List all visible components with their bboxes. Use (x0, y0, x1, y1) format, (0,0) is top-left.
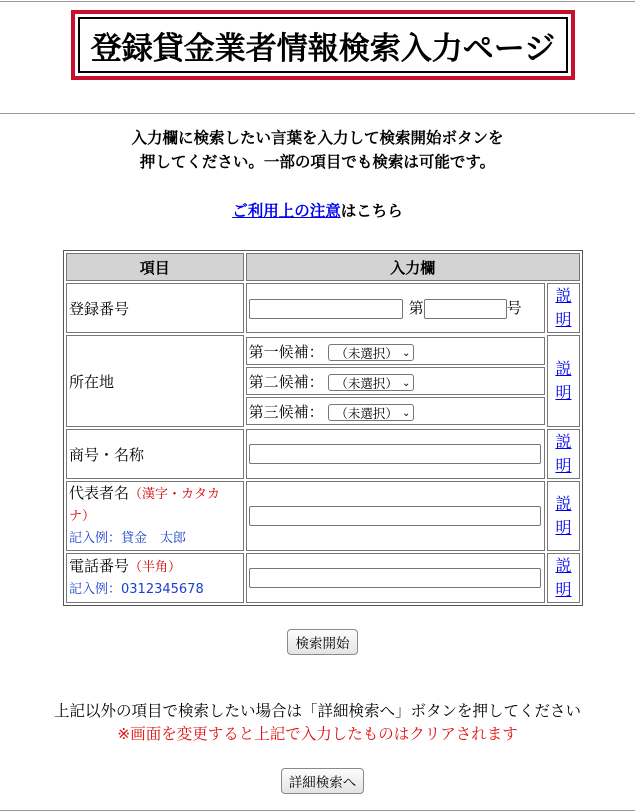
chevron-down-icon: ⌄ (401, 407, 411, 419)
trade-name-label: 商号・名称 (66, 429, 244, 479)
trade-name-cell (246, 429, 545, 479)
location-candidate-2: 第二候補： （未選択） ⌄ (246, 367, 545, 395)
usage-notice-link[interactable]: ご利用上の注意 (232, 202, 341, 220)
reg-number-input[interactable] (424, 299, 507, 319)
phone-cell (246, 553, 545, 603)
help-link-representative[interactable]: 説 明 (555, 494, 572, 537)
chevron-down-icon: ⌄ (401, 377, 411, 389)
reg-number-cell (246, 283, 545, 333)
phone-label-cell (66, 553, 244, 603)
page-title: 登録貸金業者情報検索入力ページ (78, 17, 568, 73)
representative-note: （漢字・カタカナ） (69, 487, 221, 524)
page-title-frame (71, 10, 575, 80)
location-label: 所在地 (66, 335, 244, 427)
location-candidate-1: 第一候補： （未選択） ⌄ (246, 337, 545, 365)
location-select-2[interactable]: （未選択） ⌄ (328, 374, 414, 391)
reg-number-dai: 第 (408, 299, 424, 318)
detail-instruction: 上記以外の項目で検索したい場合は「詳細検索へ」ボタンを押してください (53, 702, 581, 720)
reg-number-prefix-input[interactable] (249, 299, 403, 319)
bottom-rule (0, 810, 635, 811)
help-location (547, 335, 580, 427)
phone-note: （半角） (129, 560, 182, 575)
help-trade-name (547, 429, 580, 479)
help-link-trade-name[interactable]: 説 明 (555, 432, 572, 475)
location-candidate-3: 第三候補： （未選択） ⌄ (246, 397, 545, 425)
help-reg-number (547, 283, 580, 333)
intro-line-1: 入力欄に検索したい言葉を入力して検索開始ボタンを (131, 129, 504, 147)
representative-label: 代表者名 (69, 484, 130, 502)
title-divider (0, 113, 635, 114)
search-button[interactable]: 検索開始 (287, 629, 358, 655)
phone-input[interactable] (249, 568, 541, 588)
reg-number-go: 号 (506, 299, 522, 318)
clear-warning: ※画面を変更すると上記で入力したものはクリアされます (117, 725, 518, 743)
help-link-location[interactable]: 説 明 (555, 359, 572, 402)
representative-cell (246, 481, 545, 551)
location-select-3[interactable]: （未選択） ⌄ (328, 404, 414, 421)
representative-input[interactable] (249, 506, 541, 526)
representative-label-cell (66, 481, 244, 551)
chevron-down-icon: ⌄ (401, 347, 411, 359)
usage-notice (0, 199, 635, 221)
phone-example: 記入例：0312345678 (69, 582, 204, 597)
reg-number-label: 登録番号 (66, 283, 244, 333)
help-representative (547, 481, 580, 551)
detail-search-button[interactable]: 詳細検索へ (281, 768, 364, 794)
header-input: 入力欄 (246, 253, 580, 281)
header-item: 項目 (66, 253, 244, 281)
help-link-phone[interactable]: 説 明 (555, 556, 572, 599)
top-rule (0, 1, 635, 2)
location-candidates (246, 335, 545, 427)
help-phone (547, 553, 580, 603)
help-link-reg-number[interactable]: 説 明 (555, 286, 572, 329)
search-form-table (63, 250, 583, 606)
intro-line-2: 押してください。一部の項目でも検索は可能です。 (139, 153, 496, 171)
trade-name-input[interactable] (249, 444, 541, 464)
representative-example: 記入例：貸金 太郎 (69, 531, 187, 546)
usage-notice-suffix: はこちら (340, 202, 403, 220)
phone-label: 電話番号 (69, 557, 130, 575)
location-select-1[interactable]: （未選択） ⌄ (328, 344, 414, 361)
